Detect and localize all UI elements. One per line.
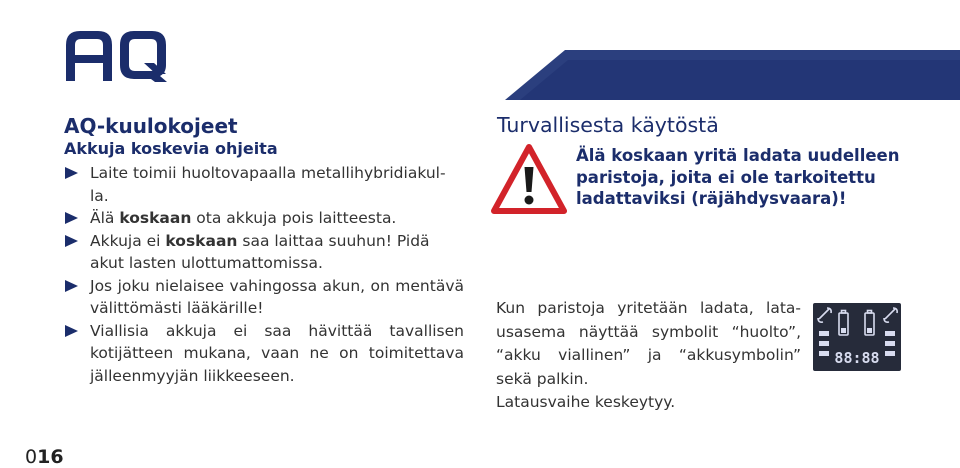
aq-logo-mark (64, 27, 168, 83)
aq-logo (64, 27, 168, 87)
bullet-arrow-icon (65, 167, 78, 179)
bullet-item: Akkuja ei koskaan saa laittaa suuhun! Pidä akut lasten ulottumattomissa. (64, 230, 464, 275)
charger-display (813, 303, 901, 371)
bullet-list (64, 162, 464, 387)
page-number: 016 (25, 446, 64, 468)
section-title: Turvallisesta käytöstä (497, 113, 719, 137)
warning-triangle-icon (491, 143, 567, 215)
bullet-item: Jos joku nielaisee vahingossa akun, on mentävä välittömästi lääkärille! (64, 275, 464, 320)
warning-text: Älä koskaan yritä ladata uudelleen paristoja, joita ei ole tarkoitettu ladattaviksi (räjähdysvaara)! (576, 146, 900, 208)
bullet-item: Viallisia akkuja ei saa hävittää tavallisen kotijätteen mukana, vaan ne on toimitettava jälleenmyyjän liikkeeseen. (64, 320, 464, 388)
section-title: AQ-kuulokojeet (64, 114, 238, 138)
display-readout: 88:88 (834, 349, 880, 367)
bullet-arrow-icon (65, 235, 78, 247)
bullet-arrow-icon (65, 280, 78, 292)
bullet-arrow-icon (65, 212, 78, 224)
bullet-arrow-icon (65, 325, 78, 337)
bullet-item: Laite toimii huoltovapaalla metallihybridiakul- la. (64, 162, 464, 207)
section-subtitle: Akkuja koskevia ohjeita (64, 139, 278, 158)
battery-instructions (64, 114, 464, 387)
bullet-item: Älä koskaan ota akkuja pois laitteesta. (64, 207, 464, 230)
safe-use-section (497, 112, 917, 138)
charging-info: Kun paristoja yritetään ladata, lata- usasema näyttää symbolit “huolto”, “akku viallinen” ja “akkusymbolin” sekä palkin. Latausvaihe keskeytyy. (496, 299, 801, 411)
